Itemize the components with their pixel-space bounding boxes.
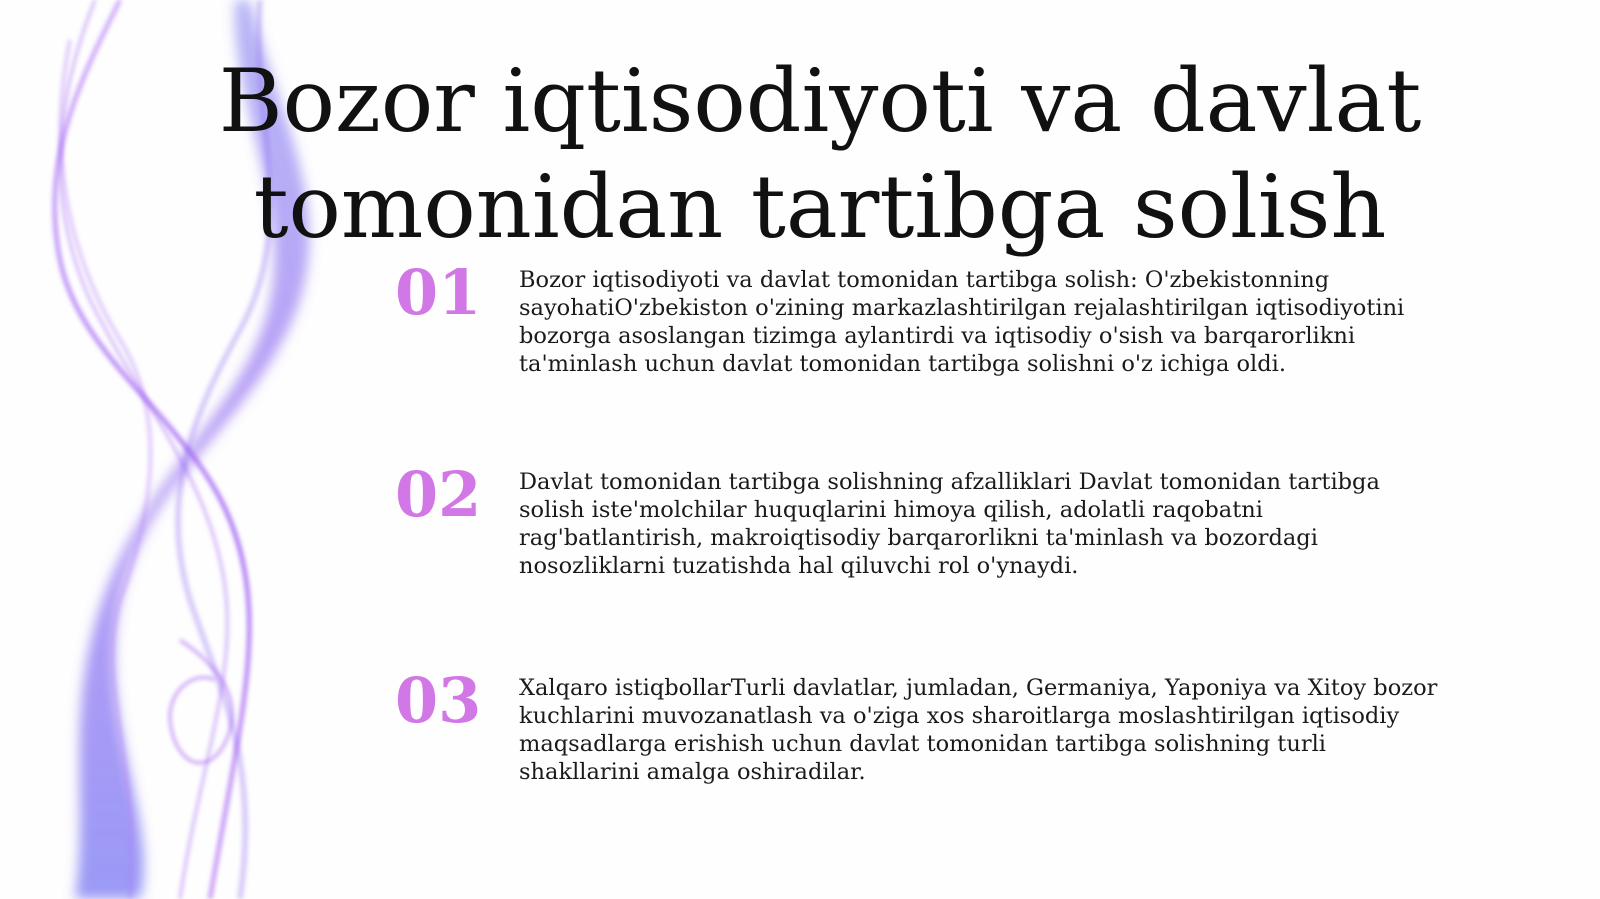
item-number: 03 — [395, 664, 482, 737]
item-text: Davlat tomonidan tartibga solishning afzalliklari Davlat tomonidan tartibga solish iste'molchilar huquqlarini himoya qilish, adolatli raqobatni rag'batlantirish, makroiqtisodiy barqarorlikni ta'minlash va bozordagi nosozliklarni tuzatishda hal qiluvchi rol o'ynaydi. — [519, 469, 1380, 579]
item-number: 01 — [395, 256, 482, 329]
item-text: Bozor iqtisodiyoti va davlat tomonidan tartibga solish: O'zbekistonning sayohatiO'zbekiston o'zining markazlashtirilgan rejalashtirilgan iqtisodiyotini bozorga asoslangan tizimga aylantirdi va iqtisodiy o'sish va barqarorlikni ta'minlash uchun davlat tomonidan tartibga solishni o'z ichiga oldi. — [519, 267, 1405, 377]
item-number: 02 — [395, 458, 482, 531]
slide-title: Bozor iqtisodiyoti va davlat tomonidan tartibga solish — [218, 50, 1422, 258]
item-text: Xalqaro istiqbollarTurli davlatlar, jumladan, Germaniya, Yaponiya va Xitoy bozor kuchlarini muvozanatlash va o'ziga xos sharoitlarga moslashtirilgan iqtisodiy maqsadlarga erishish uchun davlat tomonidan tartibga solishning turli shakllarini amalga oshiradilar. — [519, 675, 1438, 785]
